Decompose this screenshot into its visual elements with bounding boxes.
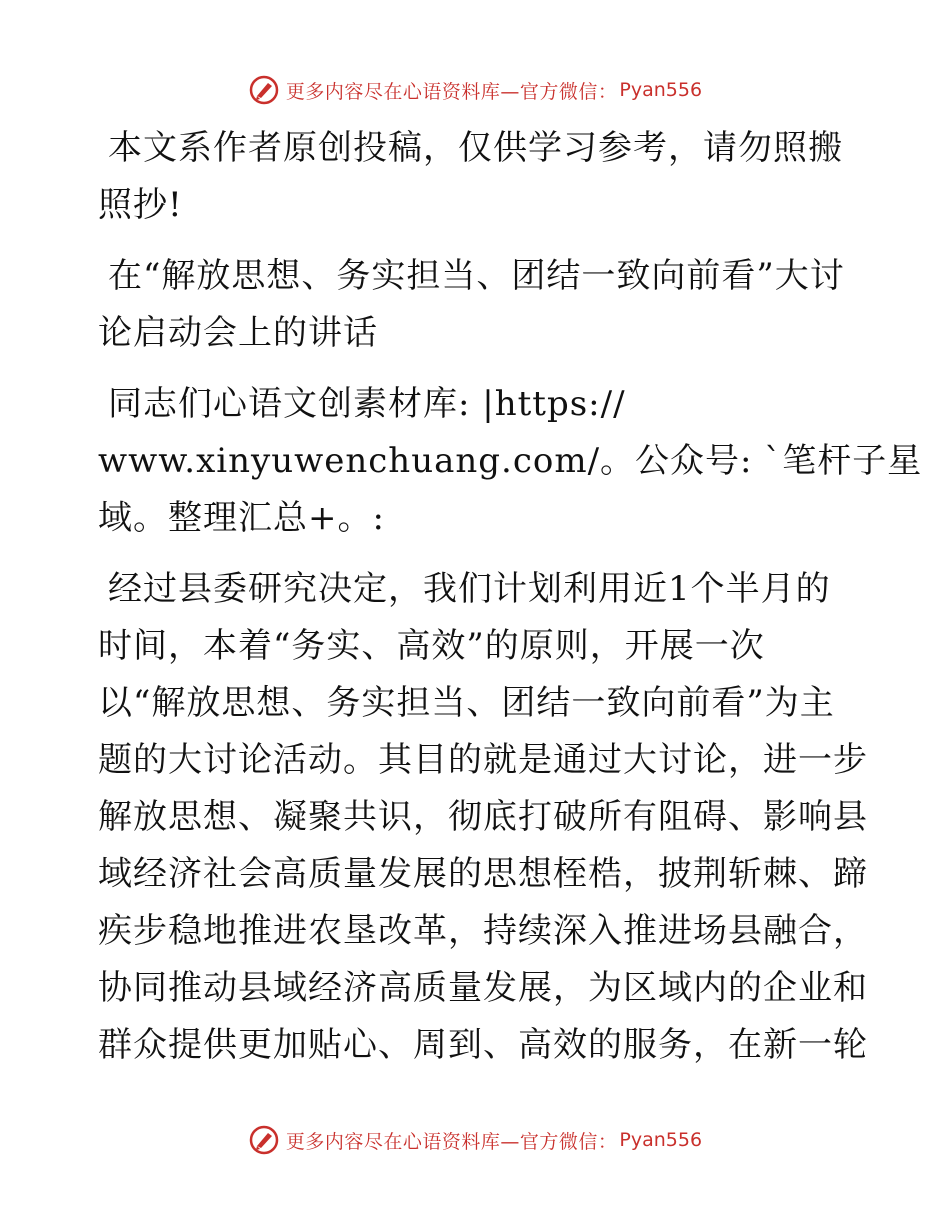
body-line-8: 协同推动县域经济高质量发展，为区域内的企业和 [98, 968, 868, 1008]
body-line-4: 题的大讨论活动。其目的就是通过大讨论，进一步 [98, 740, 868, 780]
body-line-3: 以“解放思想、务实担当、团结一致向前看”为主 [98, 683, 835, 723]
body-line-7: 疾步稳地推进农垦改革，持续深入推进场县融合， [98, 911, 868, 951]
body-line-2: 时间，本着“务实、高效”的原则，开展一次 [98, 626, 765, 666]
pen-logo-icon [248, 74, 280, 106]
body-line-1: 经过县委研究决定，我们计划利用近1个半月的 [108, 569, 831, 609]
watermark-account: Pyan556 [619, 79, 703, 101]
salutation-paragraph [98, 376, 923, 547]
document-body [98, 120, 923, 1088]
salutation-line-1: 同志们心语文创素材库: |https:// [108, 384, 626, 424]
salutation-line-2: www.xinyuwenchuang.com/。公众号: `笔杆子星 [98, 441, 923, 481]
footer-watermark [0, 1122, 950, 1158]
body-line-6: 域经济社会高质量发展的思想桎梏，披荆斩棘、蹄 [98, 854, 868, 894]
header-watermark [0, 72, 950, 108]
watermark-text: 更多内容尽在心语资料库—官方微信： [285, 80, 618, 103]
watermark-account: Pyan556 [619, 1129, 703, 1151]
watermark-text: 更多内容尽在心语资料库—官方微信： [285, 1130, 618, 1153]
body-paragraph [98, 561, 868, 1074]
body-line-5: 解放思想、凝聚共识，彻底打破所有阻碍、影响县 [98, 797, 868, 837]
notice-paragraph: 本文系作者原创投稿，仅供学习参考，请勿照搬照抄! [98, 128, 843, 225]
document-title: 在“解放思想、务实担当、团结一致向前看”大讨论启动会上的讲话 [98, 256, 845, 353]
salutation-line-3: 域。整理汇总+。: [98, 498, 385, 538]
body-line-9: 群众提供更加贴心、周到、高效的服务，在新一轮 [98, 1025, 868, 1065]
pen-logo-icon [248, 1124, 280, 1156]
